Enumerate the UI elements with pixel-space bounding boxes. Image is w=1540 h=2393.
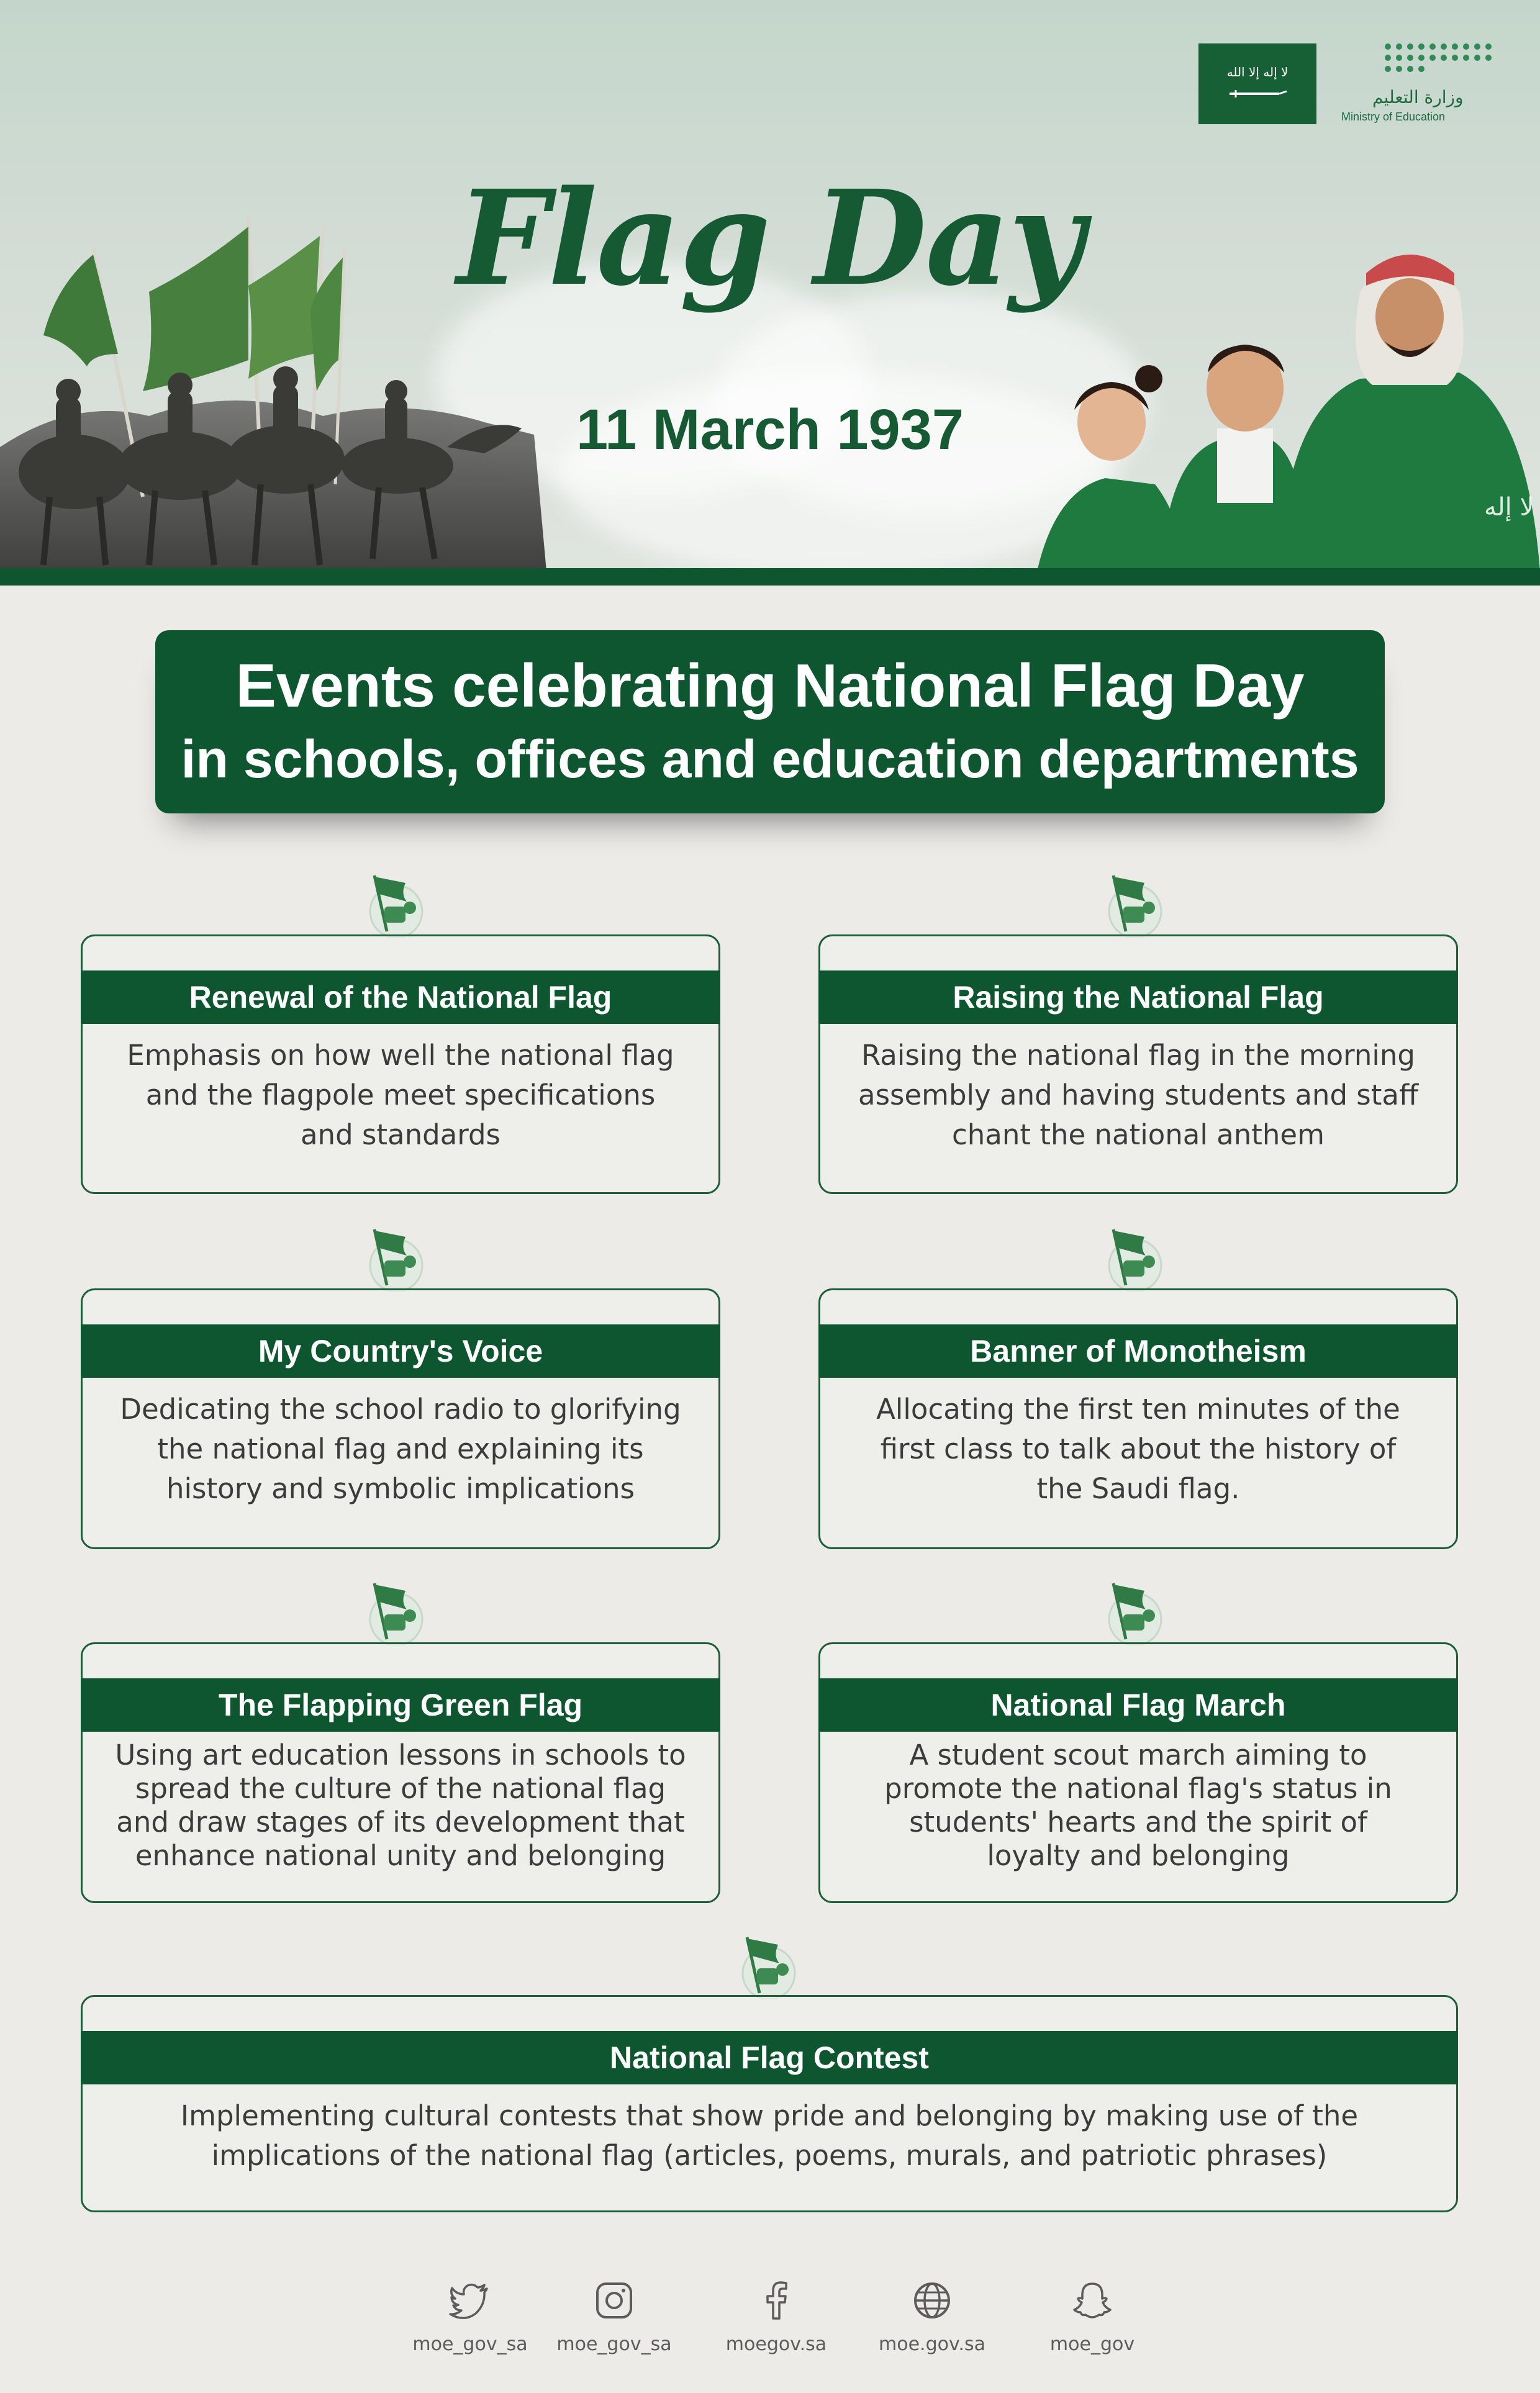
event-card [81, 1995, 1458, 2212]
event-card-title: Banner of Monotheism [818, 1324, 1458, 1378]
social-link-snapchat[interactable] [1018, 2279, 1167, 2355]
event-card-title: National Flag March [818, 1678, 1458, 1732]
events-banner [155, 630, 1385, 813]
event-card-title: My Country's Voice [81, 1324, 720, 1378]
social-link-twitter[interactable] [396, 2279, 545, 2355]
event-card-text: Dedicating the school radio to glorifying the national flag and explaining its history and symbolic implications [120, 1393, 681, 1505]
event-card-text: Allocating the first ten minutes of the first class to talk about the history of the Saudi flag. [876, 1393, 1400, 1505]
flag-hand-icon [362, 869, 430, 938]
flag-hand-icon [735, 1931, 803, 1999]
page-title: Flag Day [456, 161, 1084, 315]
social-link-website[interactable] [858, 2279, 1007, 2355]
historic-riders-image [0, 211, 546, 568]
event-card [81, 934, 720, 1194]
ministry-name-arabic: وزارة التعليم [1372, 87, 1464, 107]
flag-hand-icon [1101, 869, 1169, 938]
event-card-text: Emphasis on how well the national flag and the flagpole meet specifications and standards [127, 1039, 674, 1151]
event-card-title: Raising the National Flag [818, 970, 1458, 1024]
ministry-logo [1335, 43, 1497, 130]
saudi-flag-emblem [1198, 43, 1316, 124]
social-handle: moe.gov.sa [879, 2333, 985, 2355]
social-handle: moe_gov_sa [412, 2333, 528, 2355]
flag-hand-icon [1101, 1223, 1169, 1291]
flag-hand-icon [362, 1223, 430, 1291]
instagram-icon [592, 2279, 636, 2322]
svg-text:لا إله إلا الله: لا إله إلا الله [1226, 65, 1289, 79]
page-date: 11 March 1937 [576, 398, 964, 461]
event-card-text: Raising the national flag in the morning assembly and having students and staff chant the national anthem [858, 1039, 1418, 1151]
people-with-flags-image [1012, 224, 1540, 568]
event-card-text: Implementing cultural contests that show pride and belonging by making use of the implications of the national flag (articles, poems, murals, and patriotic phrases) [180, 2099, 1359, 2172]
header-divider [0, 568, 1540, 586]
social-handle: moegov.sa [725, 2333, 827, 2355]
social-handle: moe_gov_sa [556, 2333, 672, 2355]
logo-dots-icon [1385, 43, 1497, 72]
event-card [818, 1288, 1458, 1549]
svg-text:لا إله: لا إله [1484, 493, 1534, 522]
event-card-text: A student scout march aiming to promote the national flag's status in students' hearts and the spirit of loyalty and belonging [884, 1739, 1392, 1872]
event-card-text: Using art education lessons in schools to spread the culture of the national flag and draw stages of its development that enhance national unity and belonging [115, 1739, 686, 1872]
twitter-icon [448, 2279, 492, 2322]
event-card [818, 1642, 1458, 1903]
social-handle: moe_gov [1049, 2333, 1135, 2355]
header-hero [0, 0, 1540, 568]
social-link-facebook[interactable] [702, 2279, 851, 2355]
flag-hand-icon [362, 1577, 430, 1645]
facebook-icon [754, 2279, 798, 2322]
banner-title-line1: Events celebrating National Flag Day [235, 651, 1305, 720]
banner-title-line2: in schools, offices and education departments [181, 729, 1359, 789]
event-card-title: Renewal of the National Flag [81, 970, 720, 1024]
globe-icon [910, 2279, 954, 2322]
ministry-name-english: Ministry of Education [1341, 111, 1446, 123]
social-link-instagram[interactable] [540, 2279, 689, 2355]
event-card [81, 1642, 720, 1903]
event-card-title: The Flapping Green Flag [81, 1678, 720, 1732]
event-card [81, 1288, 720, 1549]
event-card-title: National Flag Contest [81, 2031, 1458, 2084]
flag-hand-icon [1101, 1577, 1169, 1645]
event-card [818, 934, 1458, 1194]
snapchat-icon [1071, 2279, 1114, 2322]
